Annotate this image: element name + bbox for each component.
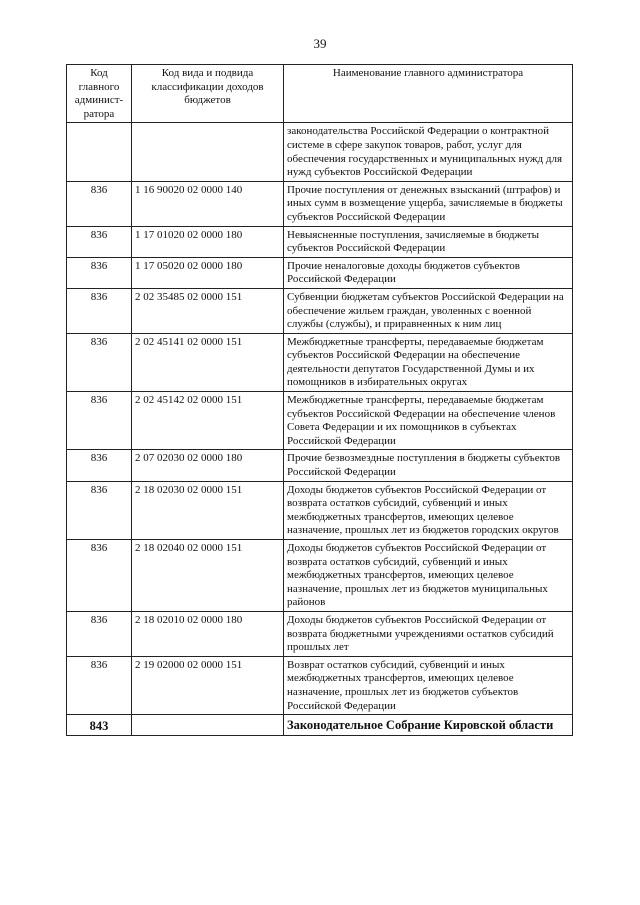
table-row — [67, 226, 573, 257]
header-classification-code: Код вида и подвида классификации доходов бюджетов — [132, 65, 284, 123]
admin-name-cell: Доходы бюджетов субъектов Российской Федерации от возврата остатков субсидий, субвенций и иных межбюджетных трансфертов, имеющих целевое назначение, прошлых лет из бюджетов муниципальных районов — [284, 540, 573, 612]
revenue-administrators-table — [66, 64, 573, 736]
classification-code-cell: 2 02 45141 02 0000 151 — [132, 333, 284, 391]
admin-code-cell: 836 — [67, 181, 132, 226]
header-admin-name: Наименование главного администратора — [284, 65, 573, 123]
table-row — [67, 181, 573, 226]
classification-code-cell: 2 02 35485 02 0000 151 — [132, 288, 284, 333]
table-row — [67, 123, 573, 181]
table-row — [67, 656, 573, 714]
classification-code-cell: 2 18 02030 02 0000 151 — [132, 481, 284, 539]
admin-code-cell: 836 — [67, 226, 132, 257]
classification-code-cell — [132, 123, 284, 181]
admin-code-cell: 836 — [67, 257, 132, 288]
classification-code-cell: 1 17 05020 02 0000 180 — [132, 257, 284, 288]
admin-name-cell: Доходы бюджетов субъектов Российской Федерации от возврата бюджетными учреждениями остатков субсидий прошлых лет — [284, 611, 573, 656]
admin-name-cell: Возврат остатков субсидий, субвенций и иных межбюджетных трансфертов, имеющих целевое назначение, прошлых лет из бюджетов субъектов Российской Федерации — [284, 656, 573, 714]
admin-code-cell: 836 — [67, 333, 132, 391]
classification-code-cell: 1 17 01020 02 0000 180 — [132, 226, 284, 257]
table-row — [67, 392, 573, 450]
admin-name-cell: Законодательное Собрание Кировской области — [284, 715, 573, 736]
classification-code-cell: 1 16 90020 02 0000 140 — [132, 181, 284, 226]
admin-name-cell: Прочие безвозмездные поступления в бюджеты субъектов Российской Федерации — [284, 450, 573, 481]
admin-code-cell: 836 — [67, 392, 132, 450]
admin-name-cell: законодательства Российской Федерации о контрактной системе в сфере закупок товаров, работ, услуг для обеспечения государственных и муниципальных нужд для нужд субъектов Российской Федерации — [284, 123, 573, 181]
table-row — [67, 257, 573, 288]
classification-code-cell — [132, 715, 284, 736]
admin-name-cell: Невыясненные поступления, зачисляемые в бюджеты субъектов Российской Федерации — [284, 226, 573, 257]
table-row — [67, 288, 573, 333]
admin-code-cell: 843 — [67, 715, 132, 736]
header-admin-code: Код главного админист-ратора — [67, 65, 132, 123]
classification-code-cell: 2 07 02030 02 0000 180 — [132, 450, 284, 481]
admin-name-cell: Доходы бюджетов субъектов Российской Федерации от возврата остатков субсидий, субвенций и иных межбюджетных трансфертов, имеющих целевое назначение, прошлых лет из бюджетов городских округов — [284, 481, 573, 539]
admin-code-cell: 836 — [67, 450, 132, 481]
admin-code-cell: 836 — [67, 540, 132, 612]
classification-code-cell: 2 18 02010 02 0000 180 — [132, 611, 284, 656]
admin-name-cell: Межбюджетные трансферты, передаваемые бюджетам субъектов Российской Федерации на обеспечение деятельности депутатов Государственной Думы и их помощников в избирательных округах — [284, 333, 573, 391]
table-row — [67, 333, 573, 391]
classification-code-cell: 2 18 02040 02 0000 151 — [132, 540, 284, 612]
table-body — [67, 123, 573, 736]
table-row — [67, 481, 573, 539]
admin-code-cell: 836 — [67, 611, 132, 656]
admin-code-cell: 836 — [67, 481, 132, 539]
admin-name-cell: Субвенции бюджетам субъектов Российской Федерации на обеспечение жильем граждан, уволенных с военной службы (службы), и приравненных к ним лиц — [284, 288, 573, 333]
classification-code-cell: 2 02 45142 02 0000 151 — [132, 392, 284, 450]
page-number: 39 — [313, 36, 327, 51]
admin-name-cell: Межбюджетные трансферты, передаваемые бюджетам субъектов Российской Федерации на обеспечение членов Совета Федерации и их помощников в субъектах Российской Федерации — [284, 392, 573, 450]
table-row — [67, 611, 573, 656]
admin-code-cell: 836 — [67, 656, 132, 714]
admin-code-cell — [67, 123, 132, 181]
admin-name-cell: Прочие неналоговые доходы бюджетов субъектов Российской Федерации — [284, 257, 573, 288]
table-row — [67, 450, 573, 481]
table-header-row — [67, 65, 573, 123]
admin-code-cell: 836 — [67, 288, 132, 333]
table-row — [67, 540, 573, 612]
classification-code-cell: 2 19 02000 02 0000 151 — [132, 656, 284, 714]
table-row — [67, 715, 573, 736]
admin-name-cell: Прочие поступления от денежных взысканий (штрафов) и иных сумм в возмещение ущерба, зачисляемые в бюджеты субъектов Российской Федерации — [284, 181, 573, 226]
